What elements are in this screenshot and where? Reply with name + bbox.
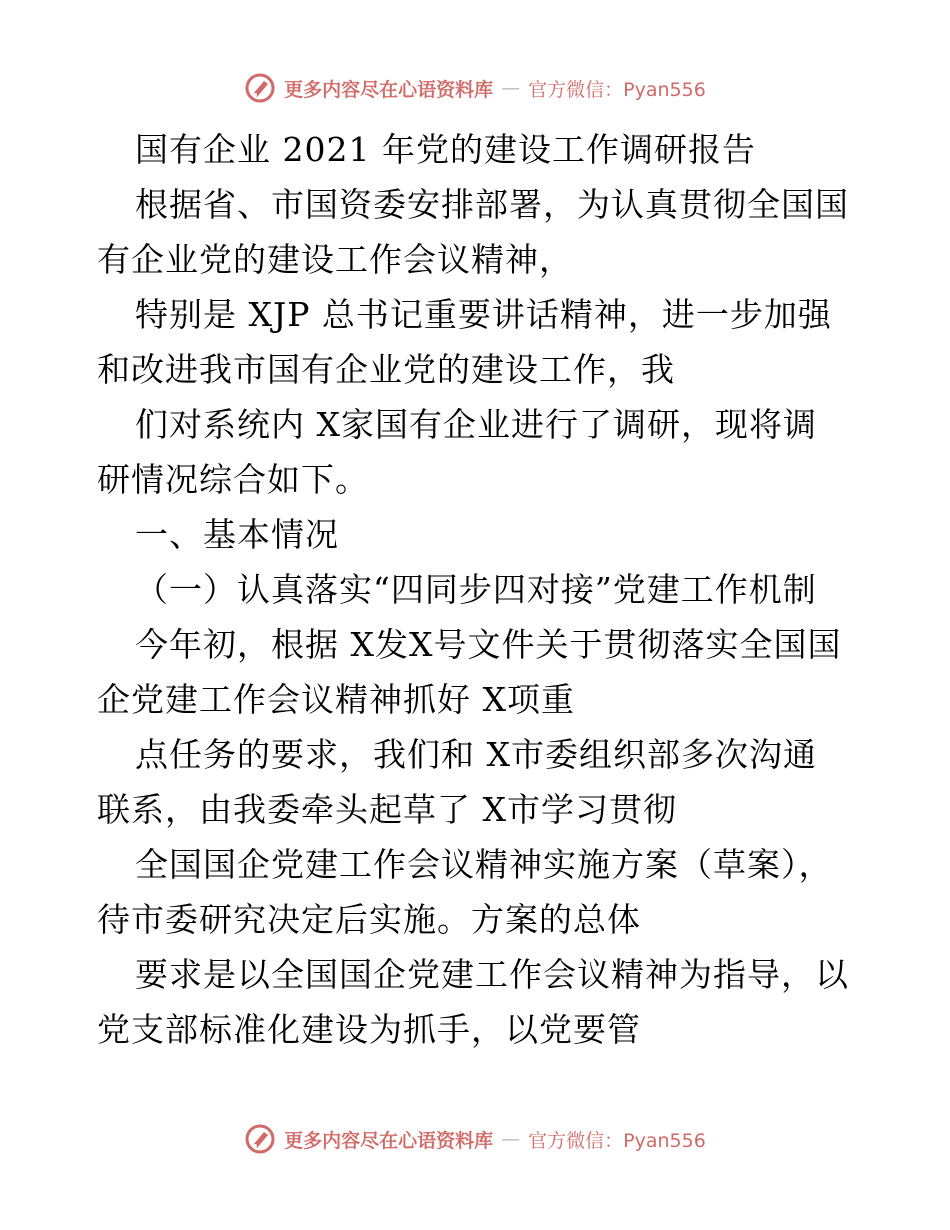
text-line: 企党建工作会议精神抓好 X项重	[97, 680, 575, 719]
text-line: 根据省、市国资委安排部署，为认真贯彻全国国	[135, 185, 849, 224]
section-heading: 一、基本情况	[135, 515, 339, 554]
text-line: 研情况综合如下。	[97, 460, 369, 499]
document-title: 国有企业 2021 年党的建设工作调研报告	[135, 130, 756, 169]
text-line: 们对系统内 X家国有企业进行了调研，现将调	[135, 405, 817, 444]
text-line: 有企业党的建设工作会议精神，	[97, 240, 573, 279]
text-line: 今年初，根据 X发X号文件关于贯彻落实全国国	[135, 625, 842, 664]
watermark-brand: 更多内容尽在心语资料库	[284, 78, 494, 101]
pen-seal-icon	[244, 72, 276, 104]
text-line: 联系，由我委牵头起草了 X市学习贯彻	[97, 790, 677, 829]
text-line: 和改进我市国有企业党的建设工作，我	[97, 350, 675, 389]
watermark-contact: 官方微信：Pyan556	[528, 78, 706, 101]
pen-seal-icon	[244, 1123, 276, 1155]
text-line: 点任务的要求，我们和 X市委组织部多次沟通	[135, 735, 817, 774]
text-line: 待市委研究决定后实施。方案的总体	[97, 900, 641, 939]
watermark-footer	[0, 1123, 950, 1155]
watermark-separator: —	[501, 1128, 521, 1150]
text-line: 特别是 XJP 总书记重要讲话精神，进一步加强	[135, 295, 832, 334]
text-line: 要求是以全国国企党建工作会议精神为指导，以	[135, 955, 849, 994]
text-line: 全国国企党建工作会议精神实施方案（草案），	[135, 845, 833, 884]
watermark-brand: 更多内容尽在心语资料库	[284, 1129, 494, 1152]
document-body	[97, 122, 857, 1057]
text-line: 党支部标准化建设为抓手，以党要管	[97, 1010, 641, 1049]
watermark-separator: —	[501, 77, 521, 99]
watermark-header	[0, 72, 950, 104]
subsection-heading: （一）认真落实“四同步四对接”党建工作机制	[135, 570, 817, 609]
watermark-contact: 官方微信：Pyan556	[528, 1129, 706, 1152]
